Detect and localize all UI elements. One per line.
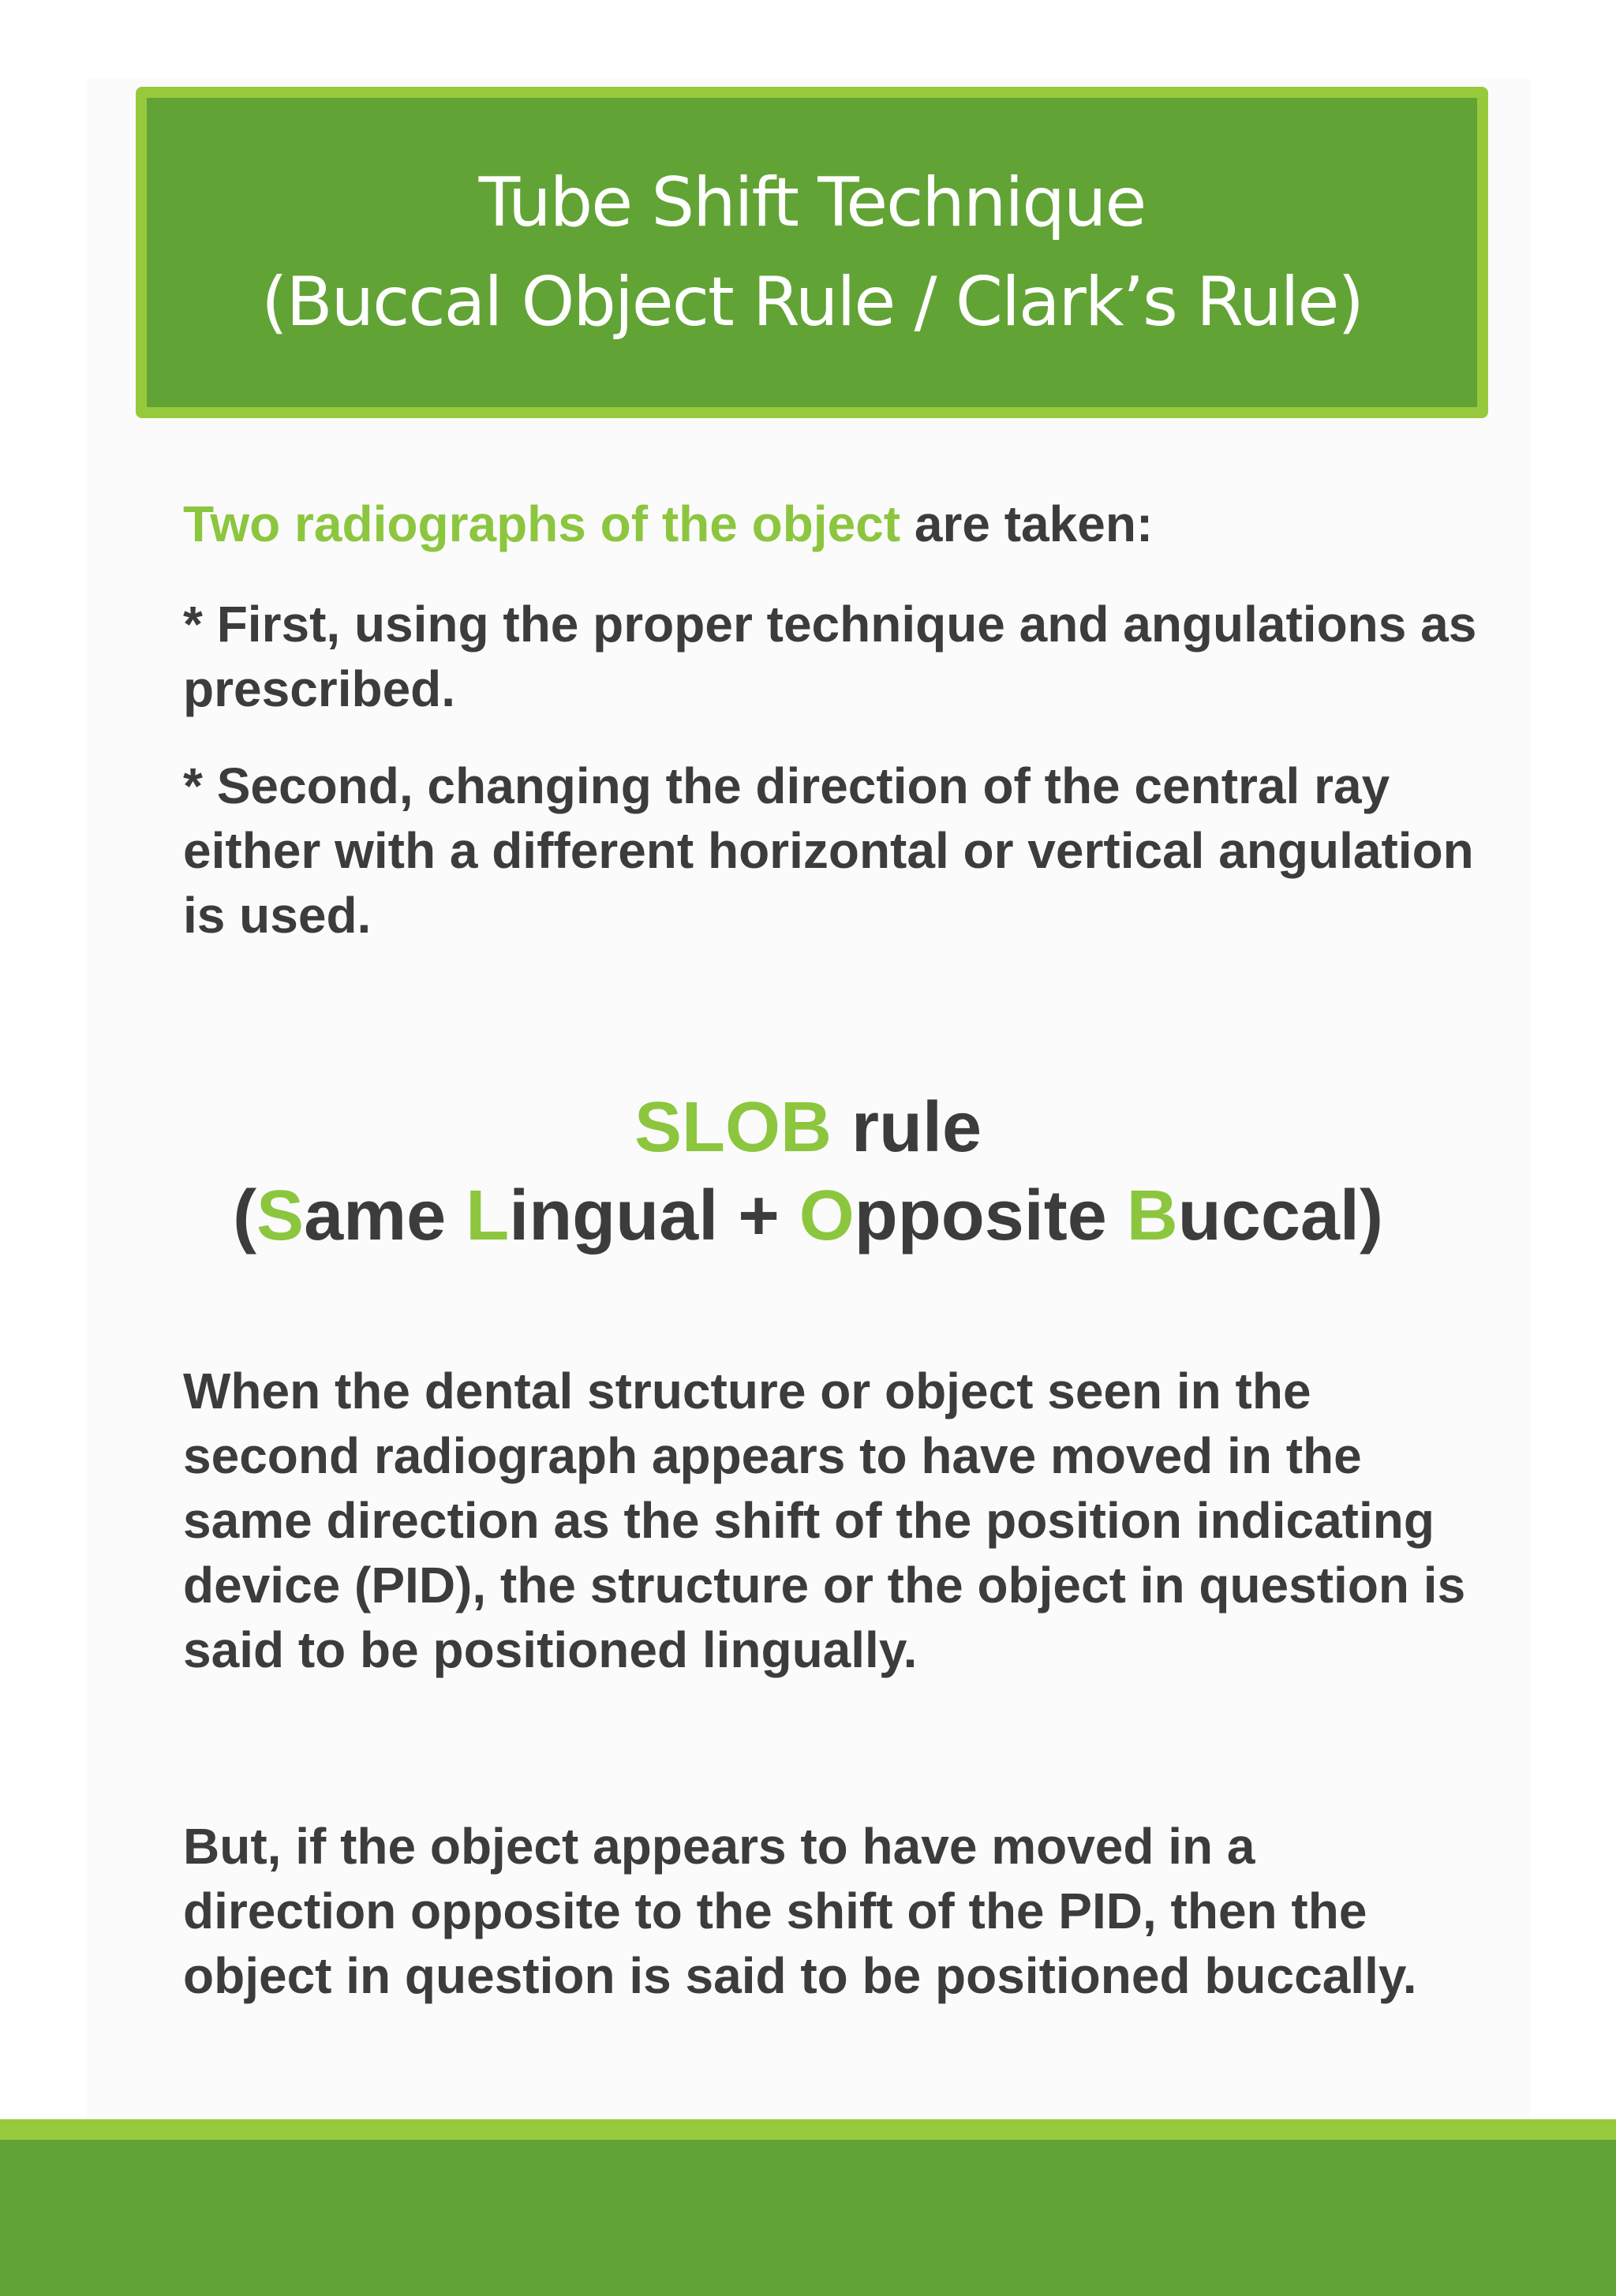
slob-word: rule (831, 1088, 982, 1167)
slob-heading (0, 1081, 1616, 1174)
intro-highlight: Two radiographs of the object (183, 495, 901, 552)
slob-b-letter: B (1126, 1176, 1178, 1255)
bullet-first: * First, using the proper technique and angulations as prescribed. (183, 596, 1477, 717)
slob-s-rest: ame (304, 1176, 466, 1255)
intro-rest: are taken: (900, 495, 1154, 552)
slob-o-letter: O (799, 1176, 855, 1255)
slob-l-letter: L (466, 1176, 510, 1255)
footer-bar (0, 2119, 1616, 2296)
slob-acronym: SLOB (634, 1088, 832, 1167)
bullet-second: * Second, changing the direction of the central ray either with a different horizontal or vertical angulation is used. (183, 757, 1474, 944)
slob-l-rest: ingual + (509, 1176, 799, 1255)
slob-b-rest: uccal) (1177, 1176, 1383, 1255)
title-line-1: Tube Shift Technique (478, 163, 1146, 242)
slob-s-letter: S (256, 1176, 305, 1255)
title-banner (136, 87, 1488, 418)
paragraph-lingual: When the dental structure or object seen in the second radiograph appears to have moved in the same direction as the shift of the position indicating device (PID), the structure or the object in question is said to be positioned lingually. (183, 1363, 1466, 1678)
paragraph-buccal: But, if the object appears to have moved in a direction opposite to the shift of the PID, then the object in question is said to be positioned buccally. (183, 1818, 1417, 2004)
footer-accent-stripe (0, 2119, 1616, 2140)
slob-o-rest: pposite (854, 1176, 1127, 1255)
slob-open-paren: ( (233, 1176, 257, 1255)
title-line-2: (Buccal Object Rule / Clark’s Rule) (261, 263, 1363, 342)
intro-sentence (183, 492, 1477, 556)
slob-expansion (0, 1169, 1616, 1262)
